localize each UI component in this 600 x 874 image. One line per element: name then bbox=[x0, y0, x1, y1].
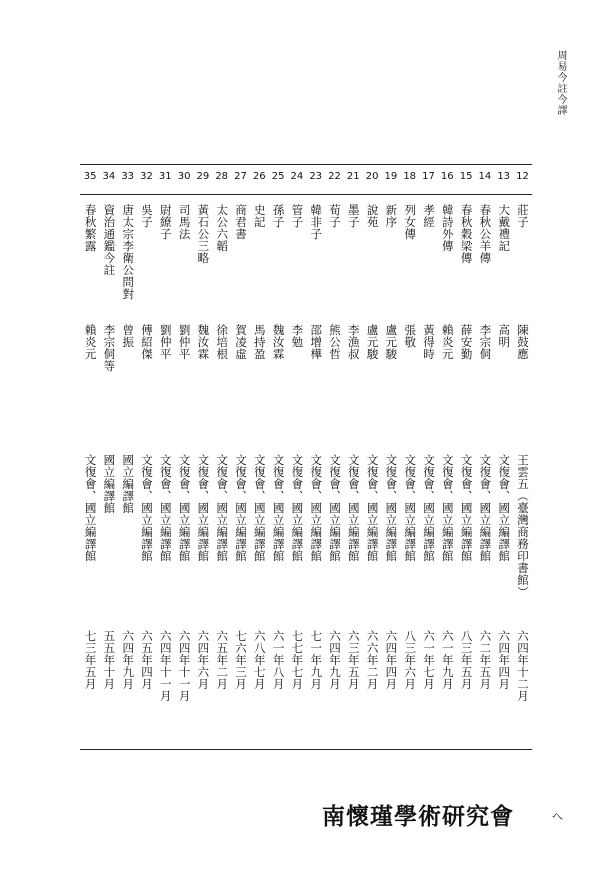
table-row bbox=[419, 164, 438, 750]
table-row bbox=[325, 164, 344, 750]
row-number: 21 bbox=[346, 171, 360, 182]
row-number: 32 bbox=[140, 171, 153, 182]
running-title: 周易今註今譯 bbox=[555, 50, 566, 116]
publisher-name: 文復會、國立編譯館 bbox=[177, 454, 192, 562]
author-name: 賀凌虛 bbox=[234, 324, 248, 360]
book-title: 太公六韜 bbox=[215, 204, 230, 252]
row-number: 24 bbox=[290, 171, 304, 182]
book-title: 尉繚子 bbox=[158, 204, 173, 240]
table-row bbox=[438, 164, 457, 750]
book-title: 史記 bbox=[252, 204, 267, 228]
author-name: 張敬 bbox=[403, 324, 418, 348]
author-name: 魏汝霖 bbox=[271, 324, 286, 360]
author-name: 盧元駿 bbox=[365, 324, 380, 360]
book-title: 新序 bbox=[384, 204, 399, 228]
row-number: 22 bbox=[328, 171, 341, 182]
publication-date: 五五年十月 bbox=[102, 630, 117, 690]
publication-table bbox=[80, 164, 532, 750]
logo-mark: へ bbox=[552, 810, 563, 823]
publisher-name: 文復會、國立編譯館 bbox=[478, 454, 493, 562]
book-title: 黃石公三略 bbox=[196, 204, 211, 264]
author-name: 陳鼓應 bbox=[516, 324, 530, 360]
publication-date: 七三年五月 bbox=[83, 630, 98, 690]
publisher-name: 文復會、國立編譯館 bbox=[422, 454, 436, 562]
row-number: 14 bbox=[478, 171, 492, 182]
row-number: 33 bbox=[121, 171, 135, 182]
row-number: 25 bbox=[271, 171, 285, 182]
publisher-name: 文復會、國立編譯館 bbox=[215, 454, 230, 562]
book-title: 韓詩外傳 bbox=[440, 204, 455, 252]
publication-date: 七六年三月 bbox=[234, 630, 248, 690]
author-name: 薛安勤 bbox=[459, 324, 474, 360]
row-number: 17 bbox=[422, 171, 435, 182]
table-row bbox=[175, 164, 194, 750]
book-title: 莊子 bbox=[516, 204, 530, 228]
publisher-name: 文復會、國立編譯館 bbox=[290, 454, 305, 562]
row-number: 31 bbox=[158, 171, 172, 182]
table-row bbox=[475, 164, 494, 750]
author-name: 邵增樺 bbox=[309, 324, 324, 360]
publisher-logo-text: 南懷瑾學術研究會 bbox=[322, 804, 514, 830]
publisher-name: 王雲五（臺灣商務印書館） bbox=[516, 454, 530, 598]
table-row bbox=[287, 164, 306, 750]
publisher-name: 文復會、國立編譯館 bbox=[365, 454, 380, 562]
publication-date: 六一年八月 bbox=[271, 630, 286, 690]
table-row bbox=[250, 164, 269, 750]
publication-date: 六四年十二月 bbox=[516, 630, 530, 702]
publisher-name: 文復會、國立編譯館 bbox=[403, 454, 418, 562]
table-row bbox=[118, 164, 137, 750]
author-name: 李宗侗等 bbox=[102, 324, 117, 372]
table-row bbox=[156, 164, 175, 750]
publication-date: 六五年二月 bbox=[215, 630, 230, 690]
publisher-name: 文復會、國立編譯館 bbox=[196, 454, 211, 562]
publication-date: 六五年四月 bbox=[140, 630, 154, 690]
row-number: 26 bbox=[252, 171, 266, 182]
row-number: 20 bbox=[365, 171, 379, 182]
table-row bbox=[137, 164, 156, 750]
publication-date: 六四年九月 bbox=[121, 630, 136, 690]
author-name: 傅紹傑 bbox=[140, 324, 154, 360]
book-title: 商君書 bbox=[234, 204, 248, 240]
table-row bbox=[231, 164, 250, 750]
publication-date: 八三年六月 bbox=[403, 630, 418, 690]
table-row bbox=[457, 164, 476, 750]
author-name: 馬持盈 bbox=[252, 324, 267, 360]
book-title: 韓非子 bbox=[309, 204, 324, 240]
table-row bbox=[81, 164, 100, 750]
publication-date: 六二年五月 bbox=[478, 630, 493, 690]
book-title: 司馬法 bbox=[177, 204, 192, 240]
publication-date: 六八年七月 bbox=[252, 630, 267, 690]
row-number: 23 bbox=[309, 171, 323, 182]
row-number: 30 bbox=[177, 171, 191, 182]
publication-date: 六四年十一月 bbox=[177, 630, 192, 702]
author-name: 魏汝霖 bbox=[196, 324, 211, 360]
author-name: 徐培根 bbox=[215, 324, 230, 360]
publisher-name: 文復會、國立編譯館 bbox=[346, 454, 361, 562]
row-number: 13 bbox=[497, 171, 511, 182]
publisher-name: 文復會、國立編譯館 bbox=[158, 454, 173, 562]
book-title: 說苑 bbox=[365, 204, 380, 228]
book-title: 春秋穀梁傳 bbox=[459, 204, 474, 264]
publisher-name: 文復會、國立編譯館 bbox=[271, 454, 286, 562]
row-number: 34 bbox=[102, 171, 116, 182]
publisher-name: 文復會、國立編譯館 bbox=[328, 454, 342, 562]
publication-date: 六四年六月 bbox=[196, 630, 211, 690]
publication-date: 七一年九月 bbox=[309, 630, 324, 690]
publication-date: 六六年二月 bbox=[365, 630, 380, 690]
book-title: 孫子 bbox=[271, 204, 286, 228]
publisher-name: 文復會、國立編譯館 bbox=[440, 454, 455, 562]
publisher-name: 文復會、國立編譯館 bbox=[83, 454, 98, 562]
book-title: 唐太宗李衛公問對 bbox=[121, 204, 136, 300]
table-row bbox=[363, 164, 382, 750]
author-name: 賴炎元 bbox=[440, 324, 455, 360]
table-row bbox=[344, 164, 363, 750]
publication-date: 六一年九月 bbox=[440, 630, 455, 690]
book-title: 大戴禮記 bbox=[497, 204, 512, 252]
book-title: 春秋繁露 bbox=[83, 204, 98, 252]
author-name: 劉仲平 bbox=[177, 324, 192, 360]
table-row bbox=[99, 164, 118, 750]
publisher-name: 文復會、國立編譯館 bbox=[234, 454, 248, 562]
publisher-name: 文復會、國立編譯館 bbox=[140, 454, 154, 562]
publication-date: 六四年四月 bbox=[384, 630, 399, 690]
row-number: 18 bbox=[403, 171, 417, 182]
book-title: 管子 bbox=[290, 204, 305, 228]
publication-date: 六四年九月 bbox=[328, 630, 342, 690]
publisher-name: 國立編譯館 bbox=[102, 454, 117, 514]
book-title: 孝經 bbox=[422, 204, 436, 228]
row-number: 28 bbox=[215, 171, 229, 182]
row-number: 27 bbox=[234, 171, 247, 182]
book-title: 列女傳 bbox=[403, 204, 418, 240]
author-name: 高明 bbox=[497, 324, 512, 348]
author-name: 賴炎元 bbox=[83, 324, 98, 360]
author-name: 李漁叔 bbox=[346, 324, 361, 360]
book-title: 資治通鑑今註 bbox=[102, 204, 117, 276]
table-row bbox=[193, 164, 212, 750]
book-title: 荀子 bbox=[328, 204, 342, 228]
publisher-name: 文復會、國立編譯館 bbox=[384, 454, 399, 562]
publication-date: 六四年十一月 bbox=[158, 630, 173, 702]
table-row bbox=[400, 164, 419, 750]
book-title: 墨子 bbox=[346, 204, 361, 228]
author-name: 李勉 bbox=[290, 324, 305, 348]
author-name: 劉仲平 bbox=[158, 324, 173, 360]
book-title: 春秋公羊傳 bbox=[478, 204, 493, 264]
row-number: 29 bbox=[196, 171, 210, 182]
author-name: 黃得時 bbox=[422, 324, 436, 360]
row-number: 15 bbox=[459, 171, 473, 182]
publication-date: 六一年七月 bbox=[422, 630, 436, 690]
publication-date: 六四年四月 bbox=[497, 630, 512, 690]
publication-date: 六三年五月 bbox=[346, 630, 361, 690]
table-row bbox=[513, 164, 532, 750]
table-row bbox=[381, 164, 400, 750]
author-name: 曾振 bbox=[121, 324, 136, 348]
author-name: 熊公哲 bbox=[328, 324, 342, 360]
table-row bbox=[212, 164, 231, 750]
publisher-name: 國立編譯館 bbox=[121, 454, 136, 514]
table-row bbox=[306, 164, 325, 750]
publication-date: 七七年七月 bbox=[290, 630, 305, 690]
publisher-name: 文復會、國立編譯館 bbox=[309, 454, 324, 562]
row-number: 12 bbox=[516, 171, 529, 182]
row-number: 35 bbox=[83, 171, 97, 182]
publisher-name: 文復會、國立編譯館 bbox=[497, 454, 512, 562]
table-row bbox=[494, 164, 513, 750]
author-name: 李宗侗 bbox=[478, 324, 493, 360]
author-name: 盧元駿 bbox=[384, 324, 399, 360]
table-row bbox=[269, 164, 288, 750]
book-title: 吳子 bbox=[140, 204, 154, 228]
publication-date: 八三年五月 bbox=[459, 630, 474, 690]
publisher-name: 文復會、國立編譯館 bbox=[459, 454, 474, 562]
publisher-name: 文復會、國立編譯館 bbox=[252, 454, 267, 562]
row-number: 16 bbox=[440, 171, 454, 182]
row-number: 19 bbox=[384, 171, 398, 182]
